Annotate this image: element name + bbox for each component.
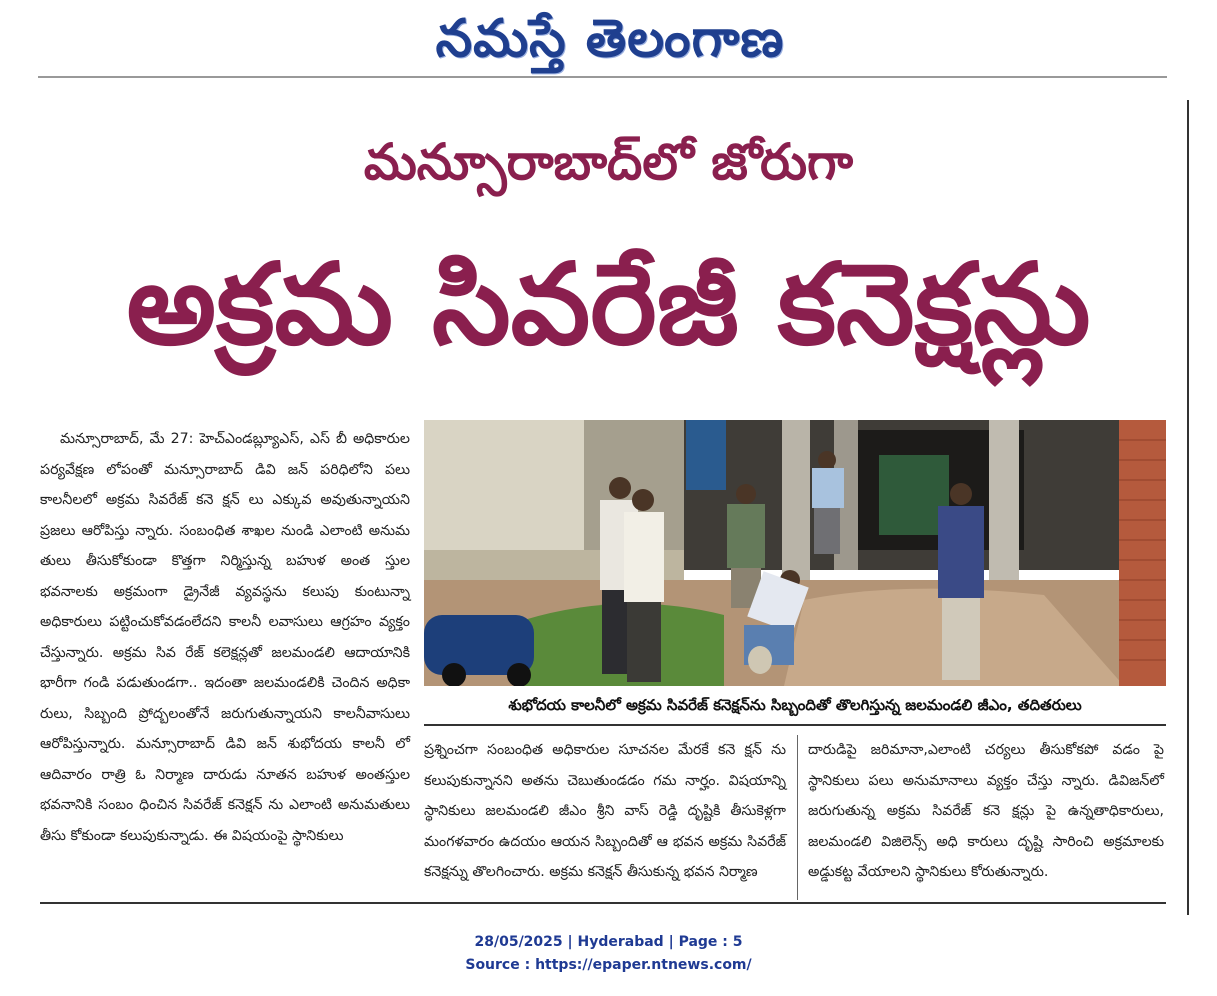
article-text-col2: ప్రశ్నించగా సంబంధిత అధికారుల సూచనల మేరకే కనె క్షన్ ను కలుపుకున్నానని అతను చెబుతుండడం గమ నార్హం. విషయాన్ని స్థానికులు జలమండలి జీఎం శ్రీని వాస్ రెడ్డి దృష్టికి తీసుకెళ్లగా మంగళవారం ఉదయం ఆయన సిబ్బందితో ఆ భవన అక్రమ సివరేజ్ కనెక్షన్ను తొలగించారు. అక్రమ కనెక్షన్ తీసుకున్న భవన నిర్మాణ: [424, 742, 786, 880]
article-text-col3: దారుడిపై జరిమానా,ఎలాంటి చర్యలు తీసుకోకపో వడం పై స్థానికులు పలు అనుమానాలు వ్యక్తం చేస్తు న్నారు. డివిజన్‌లో జరుగుతున్న అక్రమ సివరేజ్ కనె క్షన్లు పై ఉన్నతాధికారులు, జలమండలి విజిలెన్స్ అధి కారులు దృష్టి సారించి అక్రమాలకు అడ్డుకట్ట వేయాలని స్థానికులు కోరుతున్నారు.: [808, 742, 1164, 880]
photo-caption: శుభోదయ కాలనీలో అక్రమ సివరేజ్ కనెక్షన్‌ను సిబ్బందితో తొలగిస్తున్న జలమండలి జీఎం, తదితరులు: [508, 696, 1082, 714]
masthead-divider: [38, 76, 1167, 78]
article-photo: [424, 420, 1166, 686]
article-bottom-rule: [40, 902, 1166, 904]
column-separator: [797, 735, 798, 900]
caption-divider: [424, 724, 1166, 726]
article-headline: అక్రమ సివరేజీ కనెక్షన్లు: [126, 240, 1091, 370]
article-column-2: [424, 735, 786, 895]
article-text-col1: మన్సూరాబాద్, మే 27: హెచ్‌ఎండబ్ల్యూఎస్, ఎస్ బీ అధికారుల పర్యవేక్షణ లోపంతో మన్సూరాబాద్ డివి జన్ పరిధిలోని పలు కాలనీలలో అక్రమ సివరేజ్ కనె క్షన్ లు ఎక్కువ అవుతున్నాయని ప్రజలు ఆరోపిస్తు న్నారు. సంబంధిత శాఖల నుండి ఎలాంటి అనుమ తులు తీసుకోకుండా కొత్తగా నిర్మిస్తున్న బహుళ అంత స్తుల భవనాలకు అక్రమంగా డ్రైనేజీ వ్యవస్థను కలుపు కుంటున్నా అధికారులు పట్టించుకోవడంలేదని కాలనీ లవాసులు ఆగ్రహం వ్యక్తం చేస్తున్నారు. అక్రమ సివ రేజ్ కలెక్షన్లతో జలమండలి ఆదాయానికి భారీగా గండి పడుతుండగా.. ఇదంతా జలమండలికి చెందిన అధికా రులు, సిబ్బంది ప్రోద్బలంతోనే జరుగుతున్నాయని కాలనీవాసులు ఆరోపిస్తున్నారు. మన్సూరాబాద్ డివి జన్ శుభోదయ కాలనీ లో ఆదివారం రాత్రి ఓ నిర్మాణ దారుడు నూతన బహుళ అంతస్తుల భవనానికి సంబం ధించిన సివరేజ్ కనెక్షన్ ను ఎలాంటి అనుమతులు తీసు కోకుండా కలుపుకున్నాడు. ఈ విషయంపై స్థానికులు: [40, 431, 410, 844]
article-kicker: మన్సూరాబాద్‌లో జోరుగా: [363, 133, 854, 191]
footer-date-edition-page: 28/05/2025 | Hyderabad | Page : 5: [474, 934, 743, 950]
masthead-title: నమస్తే తెలంగాణ: [435, 8, 785, 69]
footer-source-link[interactable]: Source : https://epaper.ntnews.com/: [465, 957, 752, 973]
article-column-3: [808, 735, 1164, 895]
article-column-1: [40, 424, 410, 894]
masthead-logo: [380, 4, 840, 74]
